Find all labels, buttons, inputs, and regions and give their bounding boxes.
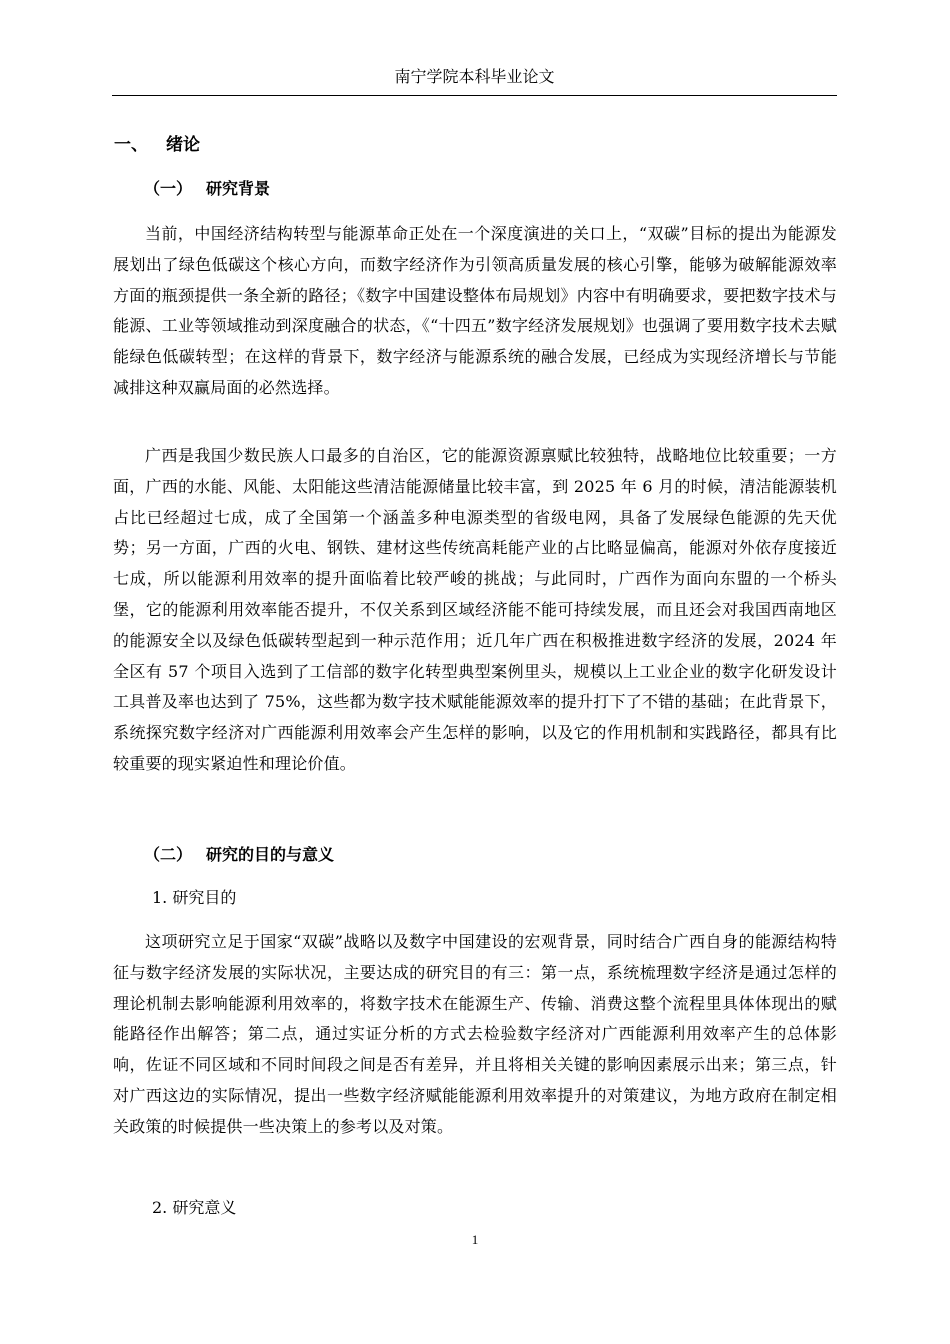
chapter-number: 一、	[114, 135, 148, 155]
section-heading-purpose	[144, 842, 334, 868]
page-number: 1	[471, 1232, 479, 1247]
paragraph-background-2: 广西是我国少数民族人口最多的自治区，它的能源资源禀赋比较独特，战略地位比较重要；一方面，广西的水能、风能、太阳能这些清洁能源储量比较丰富，到 2025 年 6 月的时候，清洁能源装机占比已经超过七成，成了全国第一个涵盖多种电源类型的省级电网，具备了发展绿色能源的先天优势；另一方面，广西的火电、钢铁、建材这些传统高耗能产业的占比略显偏高，能源对外依存度接近七成，所以能源利用效率的提升面临着比较严峻的挑战；与此同时，广西作为面向东盟的一个桥头堡，它的能源利用效率能否提升，不仅关系到区域经济能不能可持续发展，而且还会对我国西南地区的能源安全以及绿色低碳转型起到一种示范作用；近几年广西在积极推进数字经济的发展，2024 年全区有 57 个项目入选到了工信部的数字化转型典型案例里头，规模以上工业企业的数字化研发设计工具普及率也达到了 75%，这些都为数字技术赋能能源效率的提升打下了不错的基础；在此背景下，系统探究数字经济对广西能源利用效率会产生怎样的影响，以及它的作用机制和实践路径，都具有比较重要的现实紧迫性和理论价值。	[113, 446, 837, 773]
subsection-heading-goal: 1. 研究目的	[152, 888, 237, 907]
section-title: 研究背景	[206, 179, 271, 198]
paragraph-goal: 这项研究立足于国家“双碳”战略以及数字中国建设的宏观背景，同时结合广西自身的能源结构特征与数字经济发展的实际状况，主要达成的研究目的有三：第一点，系统梳理数字经济是通过怎样的理论机制去影响能源利用效率的，将数字技术在能源生产、传输、消费这整个流程里具体体现出的赋能路径作出解答；第二点，通过实证分析的方式去检验数字经济对广西能源利用效率产生的总体影响，佐证不同区域和不同时间段之间是否有差异，并且将相关关键的影响因素展示出来；第三点，针对广西这边的实际情况，提出一些数字经济赋能能源利用效率提升的对策建议，为地方政府在制定相关政策的时候提供一些决策上的参考以及对策。	[113, 932, 837, 1136]
section-number: （一）	[144, 179, 193, 198]
chapter-heading	[114, 132, 200, 158]
paragraph-background-1: 当前，中国经济结构转型与能源革命正处在一个深度演进的关口上，“双碳”目标的提出为能源发展划出了绿色低碳这个核心方向，而数字经济作为引领高质量发展的核心引擎，能够为破解能源效率方面的瓶颈提供一条全新的路径；《数字中国建设整体布局规划》内容中有明确要求，要把数字技术与能源、工业等领域推动到深度融合的状态，《“十四五”数字经济发展规划》也强调了要用数字技术去赋能绿色低碳转型；在这样的背景下，数字经济与能源系统的融合发展，已经成为实现经济增长与节能减排这种双赢局面的必然选择。	[113, 224, 837, 397]
section-heading-background	[144, 176, 270, 202]
page-header: 南宁学院本科毕业论文	[112, 64, 837, 96]
chapter-title: 绪论	[166, 135, 200, 155]
subsection-heading-significance: 2. 研究意义	[152, 1198, 237, 1217]
section-number: （二）	[144, 845, 193, 864]
section-title: 研究的目的与意义	[206, 845, 335, 864]
